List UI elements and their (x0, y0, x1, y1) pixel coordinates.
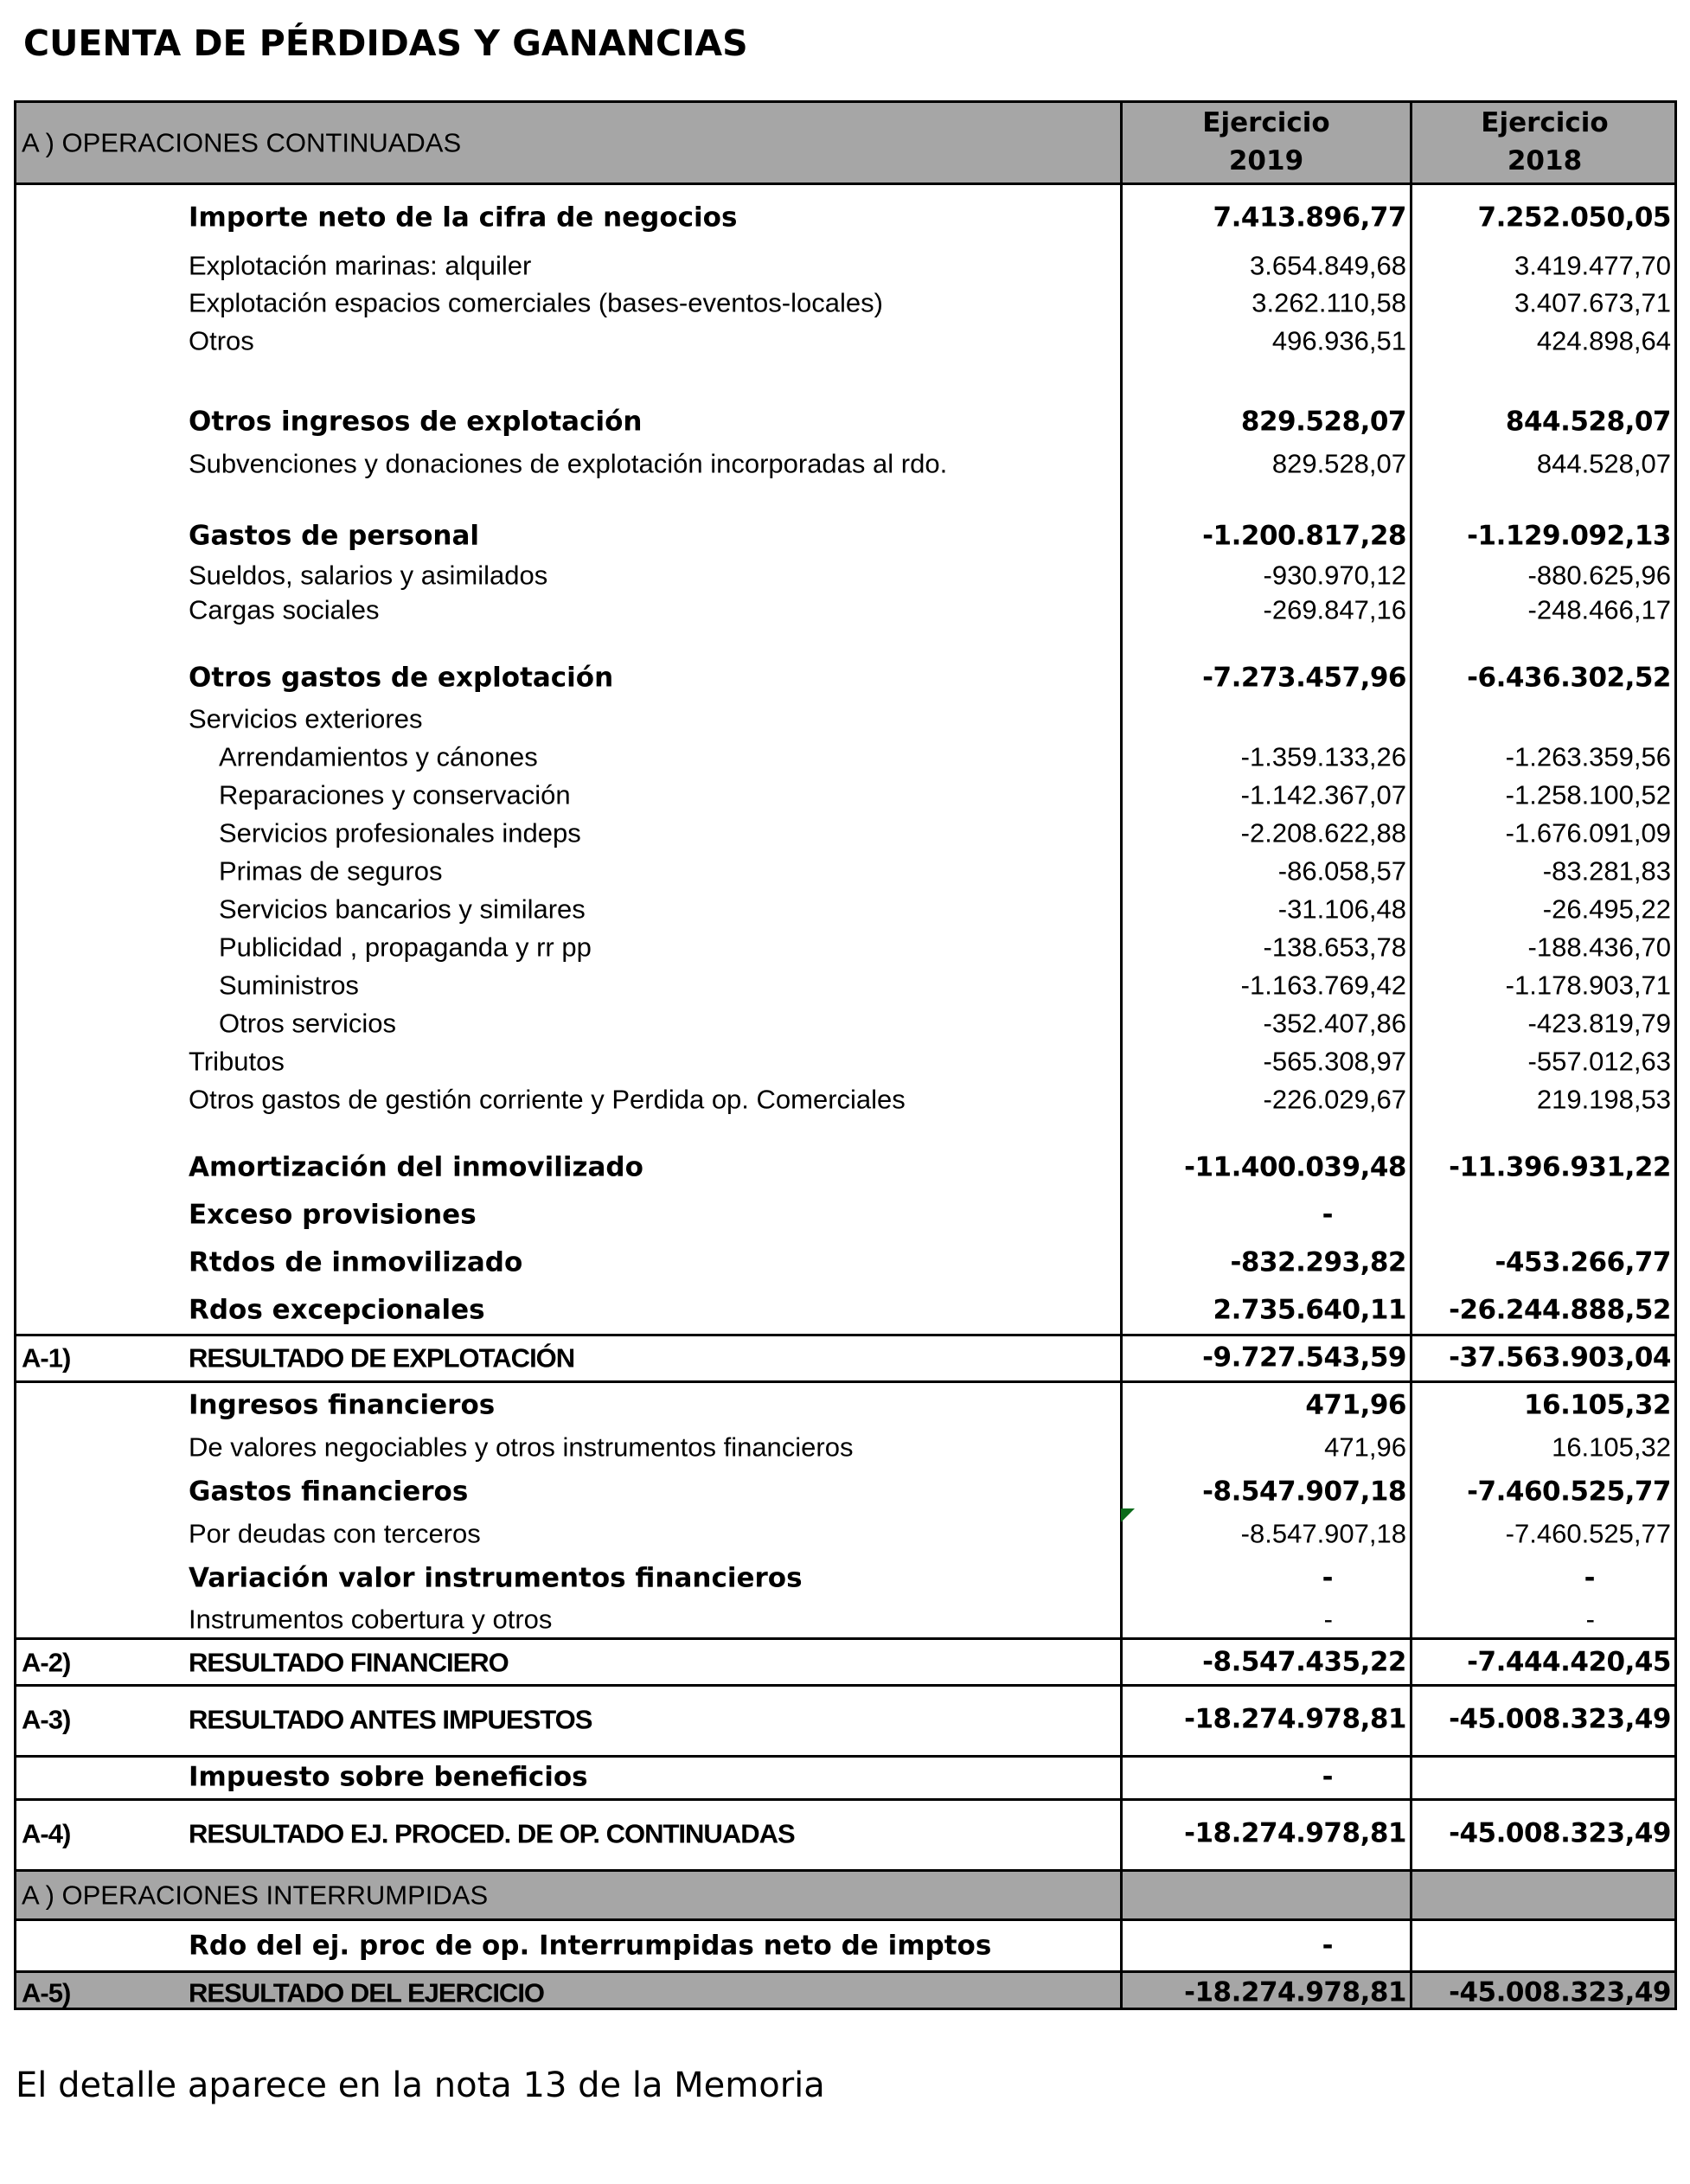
value-2019: - (1322, 1562, 1333, 1594)
row-label: Tributos (189, 1046, 285, 1077)
row-label: Reparaciones y conservación (219, 779, 571, 810)
row-label: Otros gastos de gestión corriente y Perdida op. Comerciales (189, 1084, 906, 1115)
rule-header (14, 183, 1677, 185)
row-label: Sueldos, salarios y asimilados (189, 560, 548, 591)
value-2019: -8.547.907,18 (1240, 1518, 1406, 1549)
row-label: Gastos de personal (189, 520, 480, 552)
value-2018: -11.396.931,22 (1449, 1151, 1671, 1183)
value-2018: -1.178.903,71 (1505, 970, 1671, 1001)
row-code: A-3) (22, 1704, 71, 1735)
row-label: Primas de seguros (219, 855, 443, 887)
value-2019: 471,96 (1305, 1389, 1406, 1421)
row-label: Otros ingresos de explotación (189, 406, 643, 438)
value-2018: 424.898,64 (1536, 325, 1671, 356)
value-2019: - (1323, 1604, 1333, 1635)
header-2018-line1: Ejercicio (1481, 107, 1609, 138)
row-label: RESULTADO EJ. PROCED. DE OP. CONTINUADAS (189, 1818, 795, 1849)
value-2019: 2.735.640,11 (1213, 1294, 1406, 1326)
value-2018: -45.008.323,49 (1449, 1817, 1671, 1849)
row-label: Gastos financieros (189, 1476, 469, 1508)
value-2018: -188.436,70 (1527, 932, 1671, 963)
row-label: A ) OPERACIONES INTERRUMPIDAS (22, 1880, 489, 1911)
value-2018: -1.129.092,13 (1467, 520, 1671, 552)
header-ejercicio-2018 (1412, 104, 1677, 180)
row-label: Explotación espacios comerciales (bases-eventos-locales) (189, 287, 883, 318)
row-label: RESULTADO DEL EJERCICIO (189, 1977, 545, 2008)
value-2018: -248.466,17 (1527, 594, 1671, 625)
value-2019: 829.528,07 (1271, 448, 1406, 479)
value-2019: - (1322, 1930, 1333, 1962)
rule-a3-bottom (14, 1755, 1677, 1758)
row-label: Otros servicios (219, 1008, 396, 1039)
row-label: Importe neto de la cifra de negocios (189, 202, 738, 234)
value-2018: -26.244.888,52 (1449, 1294, 1671, 1326)
value-2018: 7.252.050,05 (1477, 202, 1671, 234)
value-2018: -45.008.323,49 (1449, 1976, 1671, 2008)
header-2019-line2: 2019 (1228, 145, 1304, 176)
value-2018: -83.281,83 (1542, 855, 1671, 887)
rule-a4-bottom (14, 1869, 1677, 1872)
value-2018: 219.198,53 (1536, 1084, 1671, 1115)
row-code: A-1) (22, 1342, 71, 1374)
value-2019: -18.274.978,81 (1184, 1976, 1406, 2008)
value-2018: -7.444.420,45 (1467, 1646, 1671, 1678)
value-2018: -880.625,96 (1527, 560, 1671, 591)
value-2019: -1.200.817,28 (1202, 520, 1406, 552)
row-label: Servicios profesionales indeps (219, 817, 581, 849)
value-2018: -453.266,77 (1495, 1246, 1671, 1278)
row-label: Por deudas con terceros (189, 1518, 481, 1549)
row-label: Exceso provisiones (189, 1199, 477, 1231)
value-2018: 844.528,07 (1536, 448, 1671, 479)
row-label: Amortización del inmovilizado (189, 1151, 643, 1183)
value-2019: 7.413.896,77 (1213, 202, 1406, 234)
rule-a5-top (14, 1970, 1677, 1973)
value-2019: -86.058,57 (1277, 855, 1406, 887)
rule-a2-top (14, 1637, 1677, 1640)
value-2019: -1.359.133,26 (1240, 741, 1406, 772)
row-label: Variación valor instrumentos financieros (189, 1562, 803, 1594)
value-2019: -9.727.543,59 (1202, 1342, 1406, 1374)
value-2019: -11.400.039,48 (1184, 1151, 1406, 1183)
value-2018: 3.419.477,70 (1514, 250, 1671, 281)
value-2019: -1.163.769,42 (1240, 970, 1406, 1001)
value-2019: -31.106,48 (1277, 893, 1406, 925)
value-2019: -18.274.978,81 (1184, 1817, 1406, 1849)
value-2018: 16.105,32 (1552, 1431, 1671, 1463)
value-2019: -565.308,97 (1263, 1046, 1406, 1077)
value-2018: -1.258.100,52 (1505, 779, 1671, 810)
row-label: RESULTADO FINANCIERO (189, 1647, 509, 1678)
header-2019-line1: Ejercicio (1202, 107, 1330, 138)
value-2019: -8.547.435,22 (1202, 1646, 1406, 1678)
value-2019: -18.274.978,81 (1184, 1703, 1406, 1735)
value-2018: -37.563.903,04 (1449, 1342, 1671, 1374)
rule-a1-bottom (14, 1380, 1677, 1383)
value-2018: -26.495,22 (1542, 893, 1671, 925)
value-2019: -1.142.367,07 (1240, 779, 1406, 810)
value-2018: -1.676.091,09 (1505, 817, 1671, 849)
row-label: De valores negociables y otros instrumentos financieros (189, 1431, 854, 1463)
row-label: Explotación marinas: alquiler (189, 250, 532, 281)
footnote: El detalle aparece en la nota 13 de la Memoria (16, 2066, 825, 2105)
value-2019: -8.547.907,18 (1202, 1476, 1406, 1508)
row-label: Servicios bancarios y similares (219, 893, 586, 925)
row-label: Ingresos financieros (189, 1389, 496, 1421)
row-label: Publicidad , propaganda y rr pp (219, 932, 592, 963)
rule-interrumpidas-bottom (14, 1918, 1677, 1921)
row-code: A-2) (22, 1647, 71, 1678)
value-2019: -2.208.622,88 (1240, 817, 1406, 849)
row-label: RESULTADO ANTES IMPUESTOS (189, 1704, 592, 1735)
value-2019: -269.847,16 (1263, 594, 1406, 625)
row-label: RESULTADO DE EXPLOTACIÓN (189, 1342, 575, 1374)
value-2018: -7.460.525,77 (1467, 1476, 1671, 1508)
value-2018: -423.819,79 (1527, 1008, 1671, 1039)
value-2018: -557.012,63 (1527, 1046, 1671, 1077)
row-label: Suministros (219, 970, 359, 1001)
value-2018: - (1584, 1562, 1595, 1594)
value-2019: - (1322, 1761, 1333, 1793)
row-label: Rtdos de inmovilizado (189, 1246, 523, 1278)
value-2019: 496.936,51 (1271, 325, 1406, 356)
row-label: Rdo del ej. proc de op. Interrumpidas neto de imptos (189, 1930, 992, 1962)
rule-a2-bottom (14, 1684, 1677, 1687)
header-ejercicio-2019 (1123, 104, 1410, 180)
value-2019: -7.273.457,96 (1202, 662, 1406, 694)
value-2018: 16.105,32 (1523, 1389, 1671, 1421)
value-2019: 471,96 (1324, 1431, 1406, 1463)
value-2019: - (1322, 1199, 1333, 1231)
value-2019: -930.970,12 (1263, 560, 1406, 591)
value-2019: 3.654.849,68 (1249, 250, 1406, 281)
value-2019: -226.029,67 (1263, 1084, 1406, 1115)
row-label: Rdos excepcionales (189, 1294, 485, 1326)
value-2018: 844.528,07 (1505, 406, 1671, 438)
value-2018: 3.407.673,71 (1514, 287, 1671, 318)
value-2018: - (1585, 1604, 1595, 1635)
col-divider-1 (1120, 100, 1123, 2010)
row-label: Instrumentos cobertura y otros (189, 1604, 553, 1635)
cell-comment-marker-icon (1121, 1508, 1135, 1522)
row-label: Impuesto sobre beneficios (189, 1761, 588, 1793)
value-2018: -1.263.359,56 (1505, 741, 1671, 772)
value-2019: -352.407,86 (1263, 1008, 1406, 1039)
section-header-continuadas: A ) OPERACIONES CONTINUADAS (22, 127, 462, 158)
row-label: Otros (189, 325, 254, 356)
row-code: A-5) (22, 1977, 71, 2008)
value-2018: -7.460.525,77 (1505, 1518, 1671, 1549)
value-2019: 829.528,07 (1240, 406, 1406, 438)
row-label: Subvenciones y donaciones de explotación incorporadas al rdo. (189, 448, 948, 479)
value-2019: -832.293,82 (1230, 1246, 1406, 1278)
header-2018-line2: 2018 (1507, 145, 1583, 176)
row-code: A-4) (22, 1818, 71, 1849)
row-label: Arrendamientos y cánones (219, 741, 538, 772)
value-2018: -6.436.302,52 (1467, 662, 1671, 694)
row-label: Servicios exteriores (189, 703, 423, 734)
rule-a1-top (14, 1334, 1677, 1336)
value-2019: -138.653,78 (1263, 932, 1406, 963)
col-divider-2 (1410, 100, 1412, 2010)
value-2018: -45.008.323,49 (1449, 1703, 1671, 1735)
rule-impuesto-bottom (14, 1798, 1677, 1801)
row-label: Otros gastos de explotación (189, 662, 614, 694)
page-title: CUENTA DE PÉRDIDAS Y GANANCIAS (23, 22, 748, 64)
value-2019: 3.262.110,58 (1251, 287, 1406, 318)
row-label: Cargas sociales (189, 594, 380, 625)
